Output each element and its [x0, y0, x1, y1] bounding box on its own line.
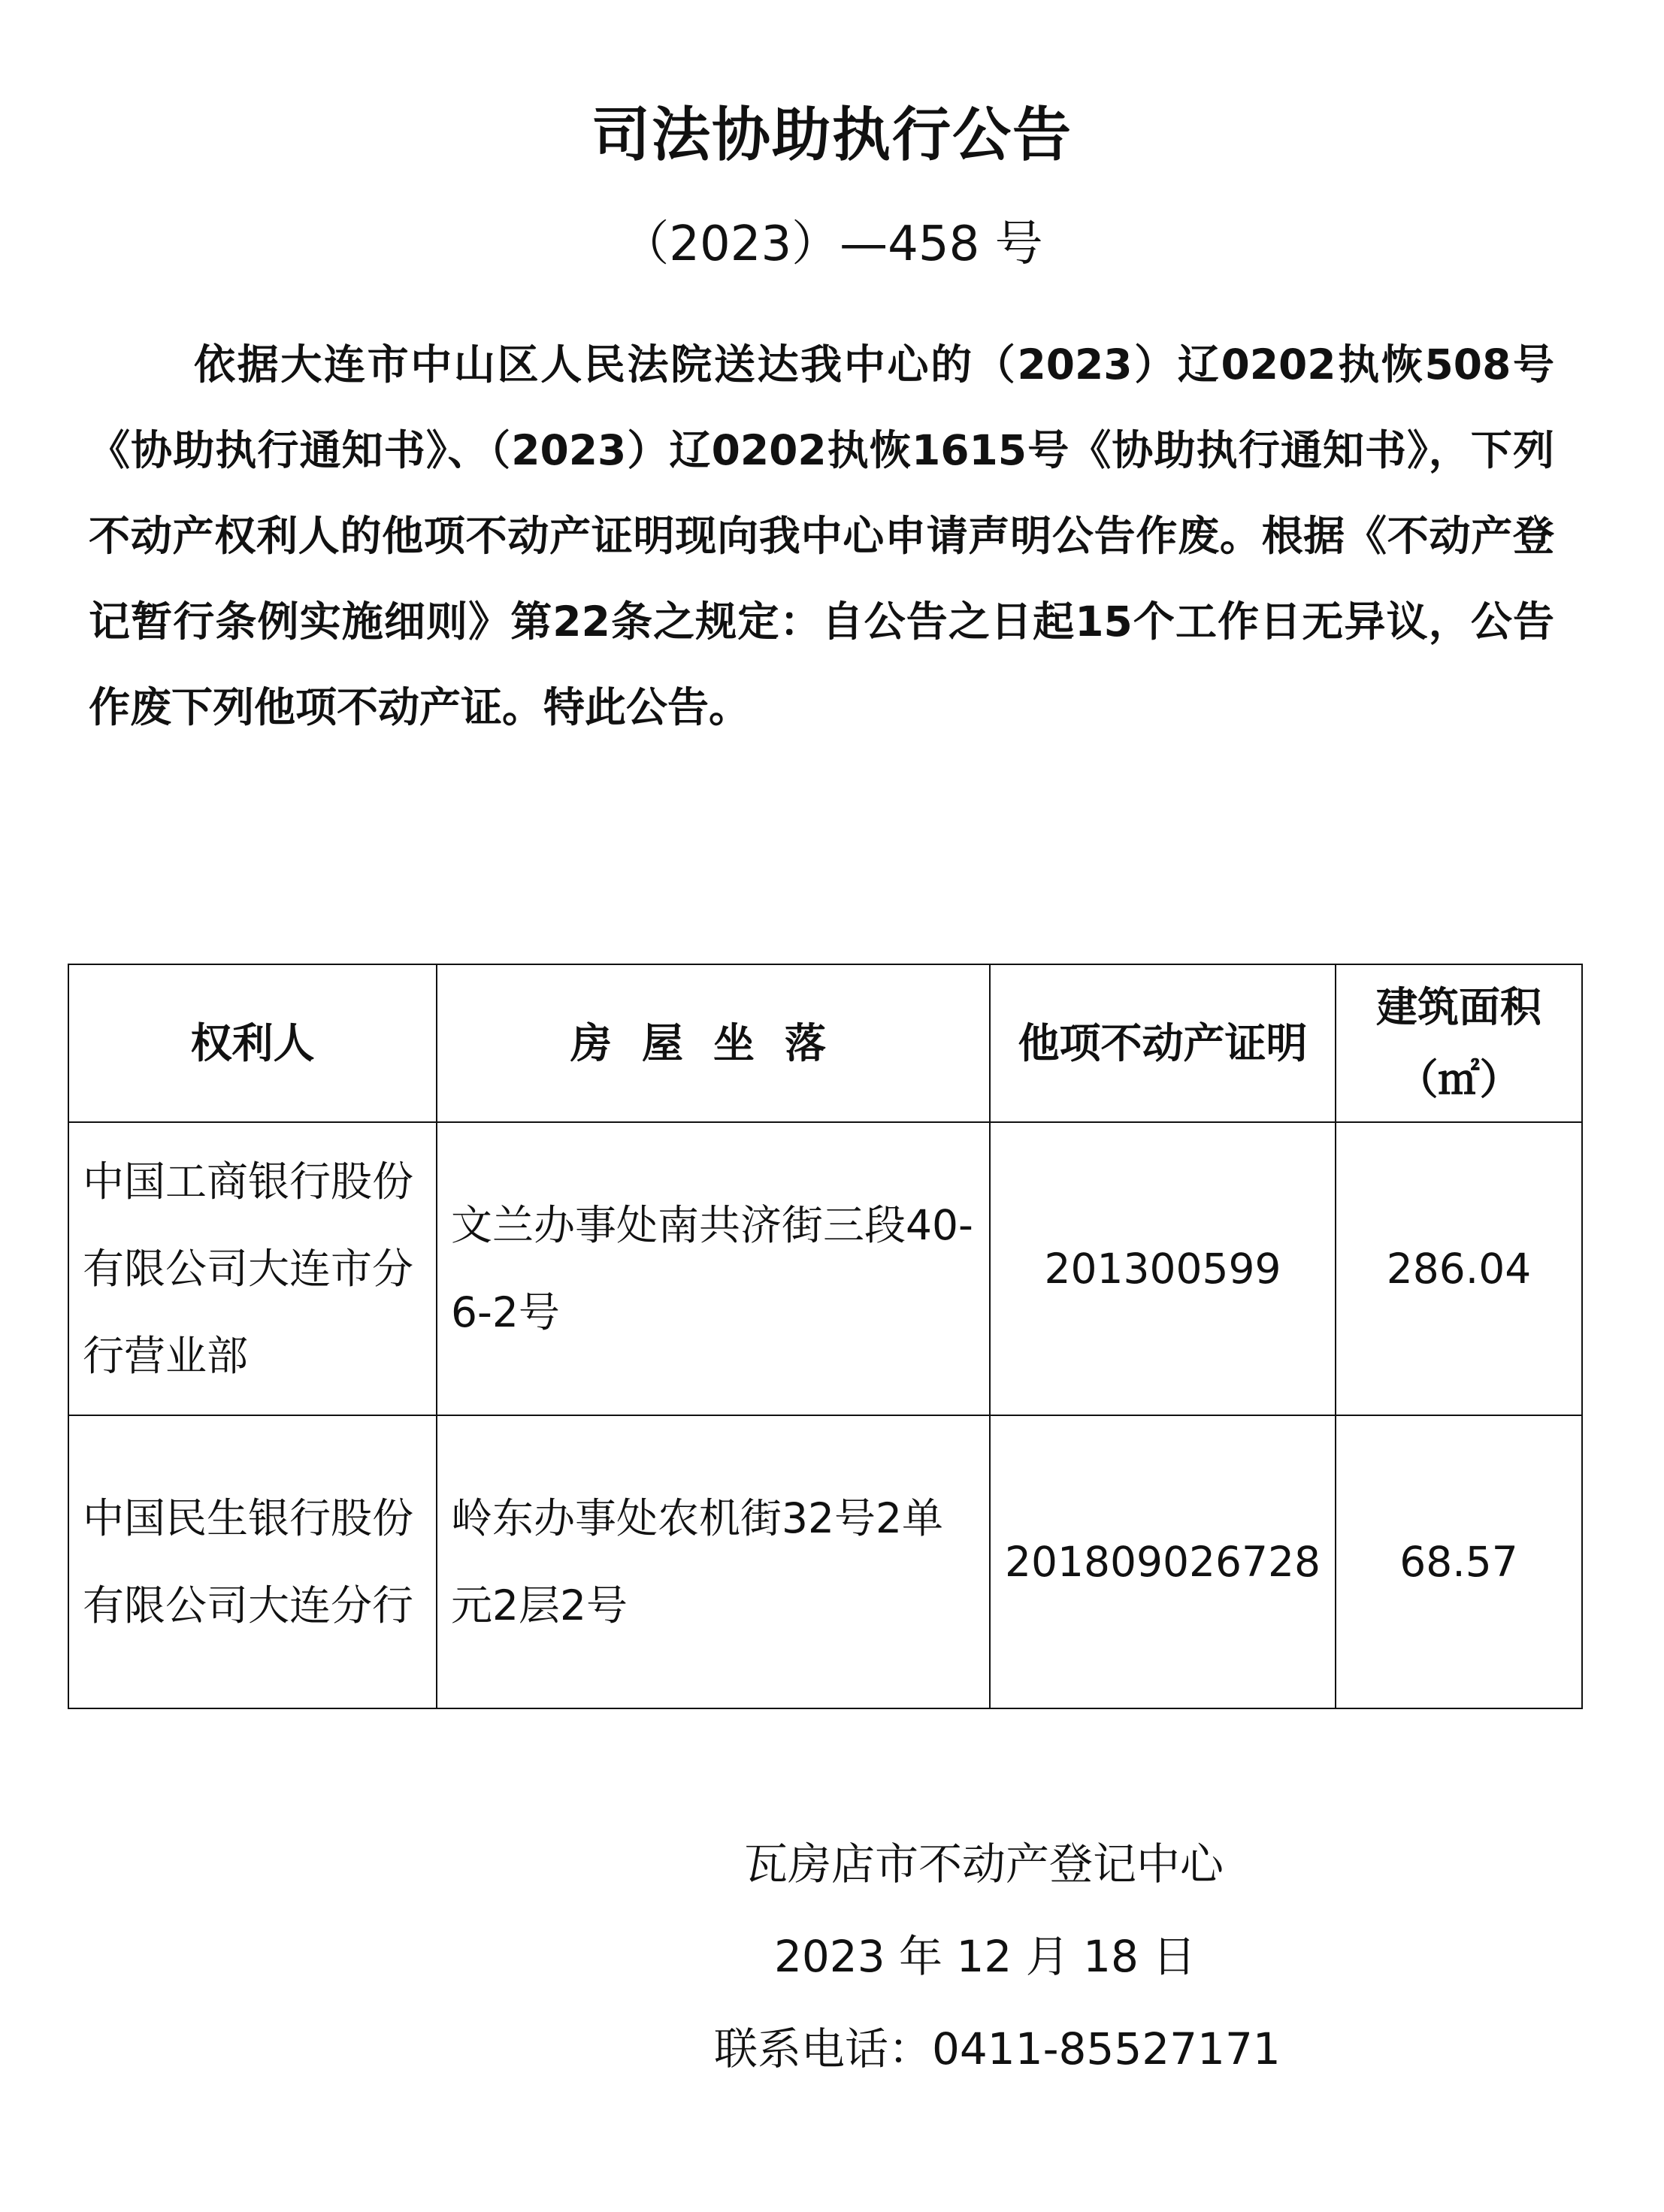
- table-row: [68, 1122, 1582, 1415]
- contact-phone: 联系电话：0411-85527171: [714, 2023, 1281, 2074]
- row-holder: 中国民生银行股份有限公司大连分行: [68, 1415, 437, 1708]
- table-row: [68, 1415, 1582, 1708]
- issuer-name: 瓦房店市不动产登记中心: [744, 1838, 1224, 1890]
- table-header-row: [68, 964, 1582, 1122]
- row-location: 岭东办事处农机街32号2单元2层2号: [437, 1415, 990, 1708]
- header-area: 建筑面积（㎡）: [1336, 964, 1582, 1122]
- row-certificate: 201300599: [990, 1122, 1336, 1415]
- document-number: （2023）—458 号: [621, 216, 1043, 272]
- row-area: 68.57: [1336, 1415, 1582, 1708]
- row-holder: 中国工商银行股份有限公司大连市分行营业部: [68, 1122, 437, 1415]
- property-records-table: [68, 964, 1583, 1709]
- row-certificate: 201809026728: [990, 1415, 1336, 1708]
- issue-date: 2023 年 12 月 18 日: [774, 1931, 1197, 1982]
- header-certificate: 他项不动产证明: [990, 964, 1336, 1122]
- header-holder: 权利人: [68, 964, 437, 1122]
- row-location: 文兰办事处南共济街三段40-6-2号: [437, 1122, 990, 1415]
- header-location: 房屋坐落: [437, 964, 990, 1122]
- document-title: 司法协助执行公告: [591, 101, 1073, 169]
- announcement-body: 依据大连市中山区人民法院送达我中心的（2023）辽0202执恢508号《协助执行通知书》、（2023）辽0202执恢1615号《协助执行通知书》，下列不动产权利人的他项不动产证明现向我中心申请声明公告作废。根据《不动产登记暂行条例实施细则》第22条之规定：自公告之日起15个工作日无异议，公告作废下列他项不动产证。特此公告。: [89, 340, 1554, 731]
- row-area: 286.04: [1336, 1122, 1582, 1415]
